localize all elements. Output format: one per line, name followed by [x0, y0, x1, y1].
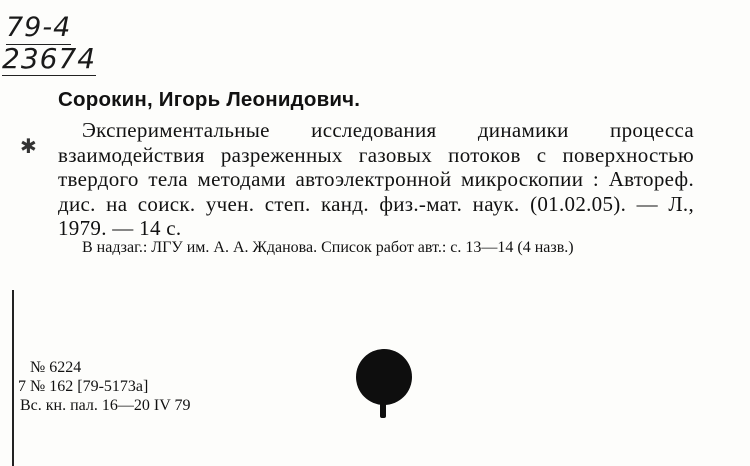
- author-heading: Сорокин, Игорь Леонидович.: [58, 88, 361, 111]
- bibliographic-note: В надзаг.: ЛГУ им. А. А. Жданова. Список работ авт.: с. 13—14 (4 назв.): [82, 239, 574, 256]
- library-stamp-mark: ✱: [20, 136, 37, 158]
- punch-hole: [356, 349, 412, 405]
- punch-hole-tail: [380, 402, 386, 418]
- inventory-number: 23674: [2, 42, 97, 75]
- imprint-number: № 6224: [30, 359, 82, 376]
- shelf-mark: 79-4: [6, 12, 72, 43]
- imprint-order: 7 № 162 [79-5173а]: [18, 378, 149, 395]
- card-margin-rule: [12, 290, 14, 466]
- bibliographic-description: Экспериментальные исследования динамики процесса взаимодействия разреженных газовых потоков с поверхностью твердого тела методами автоэлектронной микроскопии : Автореф. дис. на соиск. учен. степ. канд. физ.-мат. наук. (01.02.05). — Л., 1979. — 14 с.: [58, 118, 694, 240]
- publisher-imprint: [18, 358, 191, 415]
- imprint-chamber: Вс. кн. пал. 16—20 IV 79: [20, 397, 191, 414]
